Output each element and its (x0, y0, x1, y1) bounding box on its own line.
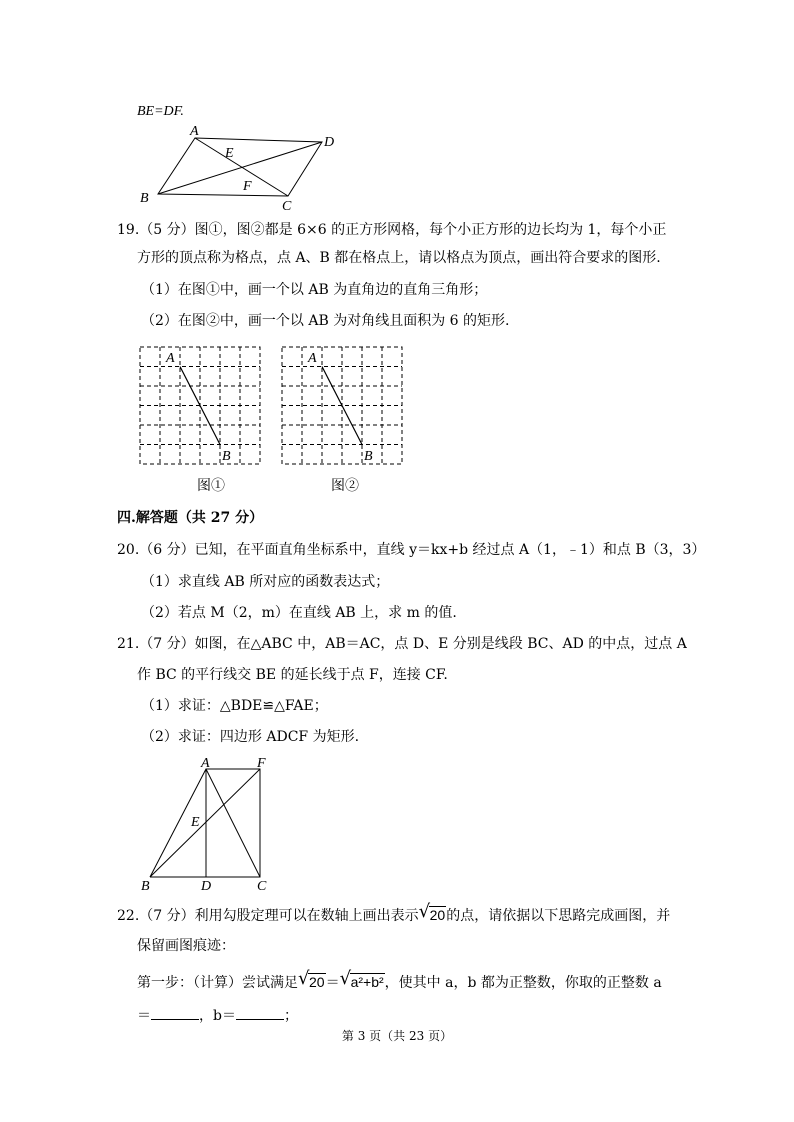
q19-line1: 19.（5 分）图①，图②都是 6×6 的正方形网格，每个小正方形的边长均为 1，每个小正 (117, 222, 667, 238)
q19-line2: 方形的顶点称为格点，点 A、B 都在格点上，请以格点为顶点，画出符合要求的图形. (137, 250, 661, 266)
sqrt-a2b2: √ a²+b² (339, 968, 384, 990)
sqrt-20-step-radicand: 20 (309, 974, 325, 990)
figure-rectangle-adcf (135, 752, 285, 892)
fig21-label-c: C (257, 879, 267, 892)
q22-line1 (117, 901, 671, 926)
section-heading: 四.解答题（共 27 分） (117, 510, 264, 526)
q22-step1 (137, 968, 662, 993)
fig21-label-a: A (201, 756, 210, 771)
fig18-label-f: F (243, 179, 252, 194)
grid-figure-2 (272, 340, 412, 470)
q18-tail: BE=DF. (137, 104, 184, 119)
q22-eq-a: ＝ (137, 1008, 151, 1024)
q22-end: ； (283, 1008, 298, 1024)
q21-sub1: （1）求证：△BDE≌△FAE； (141, 698, 328, 714)
answer-blank-a[interactable] (151, 1005, 199, 1020)
q20-sub1: （1）求直线 AB 所对应的函数表达式； (141, 574, 390, 590)
fig21-label-f: F (257, 756, 266, 771)
q22-step1-eq: ＝ (325, 975, 340, 991)
figure-parallelogram (130, 122, 350, 212)
q19-sub1: （1）在图①中，画一个以 AB 为直角边的直角三角形； (141, 282, 488, 298)
q22-line1-start: 22.（7 分）利用勾股定理可以在数轴上画出表示 (117, 908, 419, 924)
fig21-label-e: E (191, 815, 200, 830)
sqrt-20-radicand: 20 (429, 907, 446, 923)
fig18-label-b: B (140, 191, 149, 206)
q21-line1: 21.（7 分）如图，在△ABC 中，AB＝AC，点 D、E 分别是线段 BC、AD 的中点，过点 A (117, 636, 687, 652)
grid2-label-a: A (308, 351, 317, 366)
answer-blank-b[interactable] (236, 1005, 284, 1020)
grid1-caption: 图① (197, 478, 225, 494)
q22-line1-end: 的点，请依据以下思路完成画图，并 (446, 908, 671, 924)
grid-figure-1 (130, 340, 270, 470)
grid2-caption: 图② (331, 478, 359, 494)
fig18-label-c: C (282, 199, 292, 212)
grid2-label-b: B (364, 449, 373, 464)
grid1-label-a: A (166, 351, 175, 366)
fig18-label-a: A (190, 124, 199, 139)
fig18-label-d: D (324, 135, 335, 150)
q22-answer-line (137, 1005, 298, 1026)
q21-line2: 作 BC 的平行线交 BE 的延长线于点 F，连接 CF. (137, 667, 448, 683)
q22-line2: 保留画图痕迹： (137, 938, 235, 954)
fig21-label-b: B (141, 879, 150, 892)
sqrt-20-step: √ 20 (298, 968, 325, 990)
q20-sub2: （2）若点 M（2，m）在直线 AB 上，求 m 的值. (141, 605, 457, 621)
q19-sub2: （2）在图②中，画一个以 AB 为对角线且面积为 6 的矩形. (141, 313, 510, 329)
fig18-label-e: E (225, 146, 234, 161)
page-footer: 第 3 页（共 23 页） (341, 1029, 453, 1043)
q21-sub2: （2）求证：四边形 ADCF 为矩形. (141, 729, 360, 745)
q20-line1: 20.（6 分）已知，在平面直角坐标系中，直线 y＝kx+b 经过点 A（1，﹣1）和点 B（3，3） (117, 542, 706, 558)
q22-step1-start: 第一步：（计算）尝试满足 (137, 975, 298, 991)
sqrt-20: √ 20 (418, 901, 446, 923)
grid1-label-b: B (222, 449, 231, 464)
fig21-label-d: D (201, 879, 212, 892)
sqrt-a2b2-radicand: a²+b² (350, 974, 384, 990)
q22-eq-b: ，b＝ (199, 1008, 236, 1024)
q22-step1-end: ，使其中 a，b 都为正整数，你取的正整数 a (384, 975, 662, 991)
